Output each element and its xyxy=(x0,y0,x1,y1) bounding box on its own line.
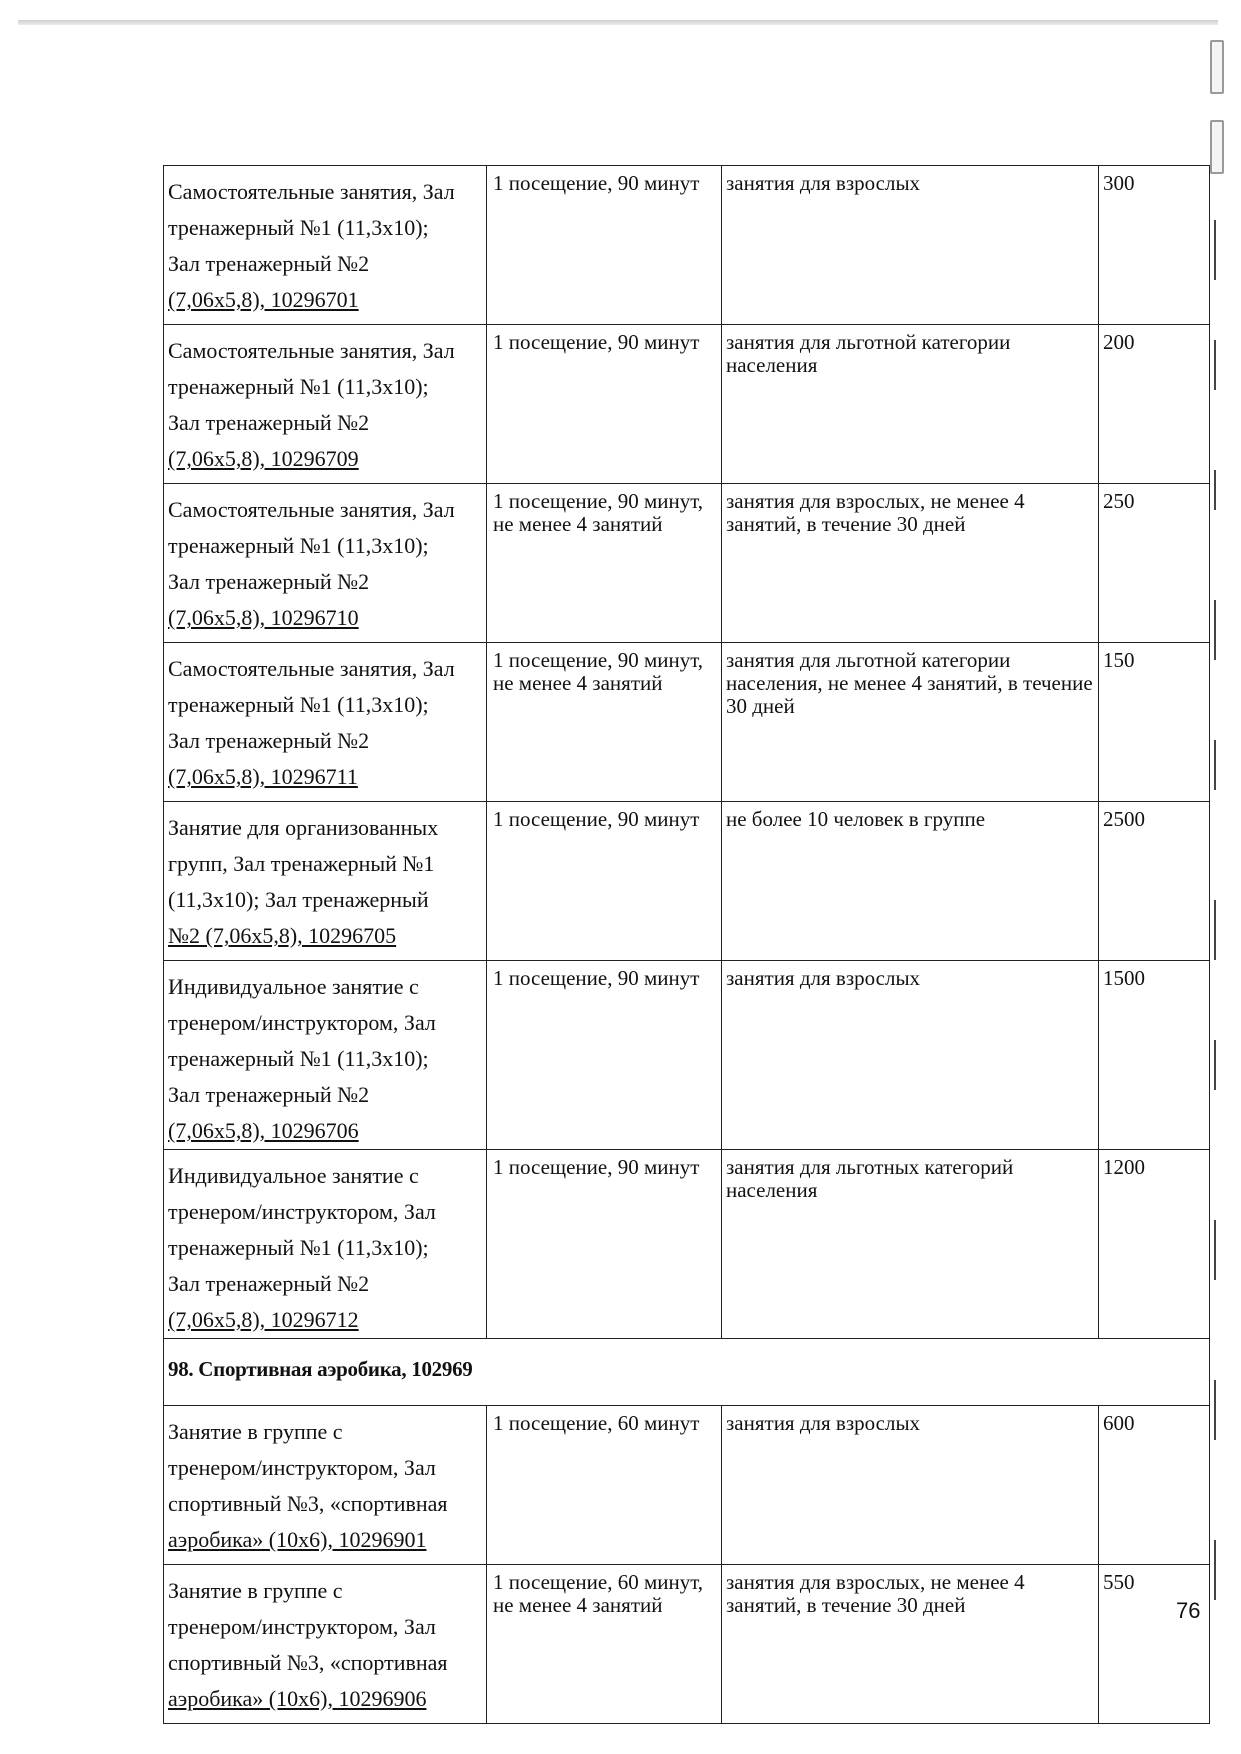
service-name-last-line: (7,06х5,8), 10296709 xyxy=(168,446,359,471)
price-cell: 300 xyxy=(1099,166,1210,325)
service-name-cell xyxy=(164,484,487,643)
service-name-line: Индивидуальное занятие с xyxy=(168,1163,419,1188)
table-row xyxy=(164,166,1210,325)
unit-cell: 1 посещение, 90 минут xyxy=(487,1150,722,1339)
condition-cell: занятия для взрослых xyxy=(722,1406,1099,1565)
service-name-last-line: (7,06х5,8), 10296712 xyxy=(168,1307,359,1332)
service-name-line xyxy=(168,441,486,477)
condition-cell: занятия для льготной категории населения xyxy=(722,325,1099,484)
service-name-last-line: №2 (7,06х5,8), 10296705 xyxy=(168,923,397,948)
price-cell: 200 xyxy=(1099,325,1210,484)
service-name-line: Занятие для организованных xyxy=(168,815,439,840)
scan-artifact xyxy=(1214,600,1216,660)
price-table xyxy=(163,165,1210,1724)
scan-edge-top xyxy=(18,20,1218,25)
scan-artifact xyxy=(1214,470,1216,510)
scan-artifact xyxy=(1214,340,1216,390)
table-row xyxy=(164,325,1210,484)
service-name-line: спортивный №3, «спортивная xyxy=(168,1491,448,1516)
condition-cell: занятия для взрослых, не менее 4 занятий, в течение 30 дней xyxy=(722,1565,1099,1724)
table-body-bottom xyxy=(164,1406,1210,1724)
service-name-line: тренажерный №1 (11,3х10); xyxy=(168,533,429,558)
table-row xyxy=(164,643,1210,802)
service-name-line: тренажерный №1 (11,3х10); xyxy=(168,1046,429,1071)
scan-artifact xyxy=(1214,740,1216,790)
service-name-cell xyxy=(164,1150,487,1339)
price-cell: 150 xyxy=(1099,643,1210,802)
unit-cell: 1 посещение, 90 минут xyxy=(487,166,722,325)
service-name-line: спортивный №3, «спортивная xyxy=(168,1650,448,1675)
service-name-line xyxy=(168,759,486,795)
service-name-line: (11,3х10); Зал тренажерный xyxy=(168,887,429,912)
service-name-cell xyxy=(164,802,487,961)
service-name-line: Самостоятельные занятия, Зал xyxy=(168,179,455,204)
condition-cell: занятия для льготной категории населения, не менее 4 занятий, в течение 30 дней xyxy=(722,643,1099,802)
unit-cell: 1 посещение, 90 минут xyxy=(487,325,722,484)
service-name-line: Зал тренажерный №2 xyxy=(168,1082,370,1107)
unit-cell: 1 посещение, 60 минут xyxy=(487,1406,722,1565)
scan-edge-right xyxy=(1210,40,1224,1720)
service-name-line: тренажерный №1 (11,3х10); xyxy=(168,1235,429,1260)
service-name-cell xyxy=(164,643,487,802)
service-name-last-line: аэробика» (10х6), 10296901 xyxy=(168,1527,427,1552)
table-row xyxy=(164,1406,1210,1565)
unit-cell: 1 посещение, 90 минут, не менее 4 занятий xyxy=(487,643,722,802)
price-cell: 1500 xyxy=(1099,961,1210,1150)
condition-cell: не более 10 человек в группе xyxy=(722,802,1099,961)
condition-cell: занятия для льготных категорий населения xyxy=(722,1150,1099,1339)
scan-artifact xyxy=(1214,1540,1216,1600)
service-name-line: Зал тренажерный №2 xyxy=(168,251,370,276)
service-name-line xyxy=(168,918,486,954)
page-number: 76 xyxy=(1176,1598,1201,1623)
service-name-line: тренером/инструктором, Зал xyxy=(168,1010,436,1035)
condition-cell: занятия для взрослых xyxy=(722,961,1099,1150)
service-name-last-line: (7,06х5,8), 10296710 xyxy=(168,605,359,630)
service-name-line: Самостоятельные занятия, Зал xyxy=(168,656,455,681)
table-row xyxy=(164,961,1210,1150)
section-title: 98. Спортивная аэробика, 102969 xyxy=(164,1339,1210,1406)
table-row xyxy=(164,1150,1210,1339)
section-header-body xyxy=(164,1339,1210,1406)
condition-cell: занятия для взрослых, не менее 4 занятий, в течение 30 дней xyxy=(722,484,1099,643)
service-name-line: Самостоятельные занятия, Зал xyxy=(168,497,455,522)
service-name-line: тренером/инструктором, Зал xyxy=(168,1614,436,1639)
service-name-line: тренажерный №1 (11,3х10); xyxy=(168,692,429,717)
price-cell: 550 xyxy=(1099,1565,1210,1724)
service-name-line: Зал тренажерный №2 xyxy=(168,728,370,753)
service-name-line: Зал тренажерный №2 xyxy=(168,410,370,435)
section-header-row xyxy=(164,1339,1210,1406)
scan-artifact xyxy=(1214,1380,1216,1440)
scan-artifact xyxy=(1214,220,1216,280)
service-name-line xyxy=(168,600,486,636)
service-name-cell xyxy=(164,325,487,484)
price-cell: 600 xyxy=(1099,1406,1210,1565)
table-body-top xyxy=(164,166,1210,1339)
service-name-cell xyxy=(164,961,487,1150)
service-name-cell xyxy=(164,1406,487,1565)
service-name-line: групп, Зал тренажерный №1 xyxy=(168,851,435,876)
service-name-line: Зал тренажерный №2 xyxy=(168,1271,370,1296)
service-name-line: Занятие в группе с xyxy=(168,1578,343,1603)
service-name-line xyxy=(168,1681,486,1717)
service-name-line xyxy=(168,1522,486,1558)
service-name-line: Индивидуальное занятие с xyxy=(168,974,419,999)
service-name-line: Самостоятельные занятия, Зал xyxy=(168,338,455,363)
service-name-line xyxy=(168,1302,486,1338)
scan-artifact xyxy=(1214,900,1216,960)
service-name-cell xyxy=(164,166,487,325)
unit-cell: 1 посещение, 90 минут xyxy=(487,961,722,1150)
service-name-last-line: аэробика» (10х6), 10296906 xyxy=(168,1686,427,1711)
table-row xyxy=(164,802,1210,961)
unit-cell: 1 посещение, 90 минут xyxy=(487,802,722,961)
service-name-line: тренером/инструктором, Зал xyxy=(168,1199,436,1224)
price-cell: 250 xyxy=(1099,484,1210,643)
service-name-line xyxy=(168,1113,486,1149)
service-name-last-line: (7,06х5,8), 10296706 xyxy=(168,1118,359,1143)
table-row xyxy=(164,484,1210,643)
scan-artifact xyxy=(1210,40,1224,94)
service-name-cell xyxy=(164,1565,487,1724)
condition-cell: занятия для взрослых xyxy=(722,166,1099,325)
scan-artifact xyxy=(1210,120,1224,174)
service-name-line: тренером/инструктором, Зал xyxy=(168,1455,436,1480)
scan-artifact xyxy=(1214,1220,1216,1280)
service-name-last-line: (7,06х5,8), 10296701 xyxy=(168,287,359,312)
unit-cell: 1 посещение, 60 минут, не менее 4 занятий xyxy=(487,1565,722,1724)
service-name-line: тренажерный №1 (11,3х10); xyxy=(168,374,429,399)
service-name-line xyxy=(168,282,486,318)
service-name-last-line: (7,06х5,8), 10296711 xyxy=(168,764,358,789)
service-name-line: тренажерный №1 (11,3х10); xyxy=(168,215,429,240)
table-row xyxy=(164,1565,1210,1724)
price-cell: 2500 xyxy=(1099,802,1210,961)
unit-cell: 1 посещение, 90 минут, не менее 4 занятий xyxy=(487,484,722,643)
service-name-line: Зал тренажерный №2 xyxy=(168,569,370,594)
service-name-line: Занятие в группе с xyxy=(168,1419,343,1444)
price-cell: 1200 xyxy=(1099,1150,1210,1339)
scan-artifact xyxy=(1214,1040,1216,1090)
